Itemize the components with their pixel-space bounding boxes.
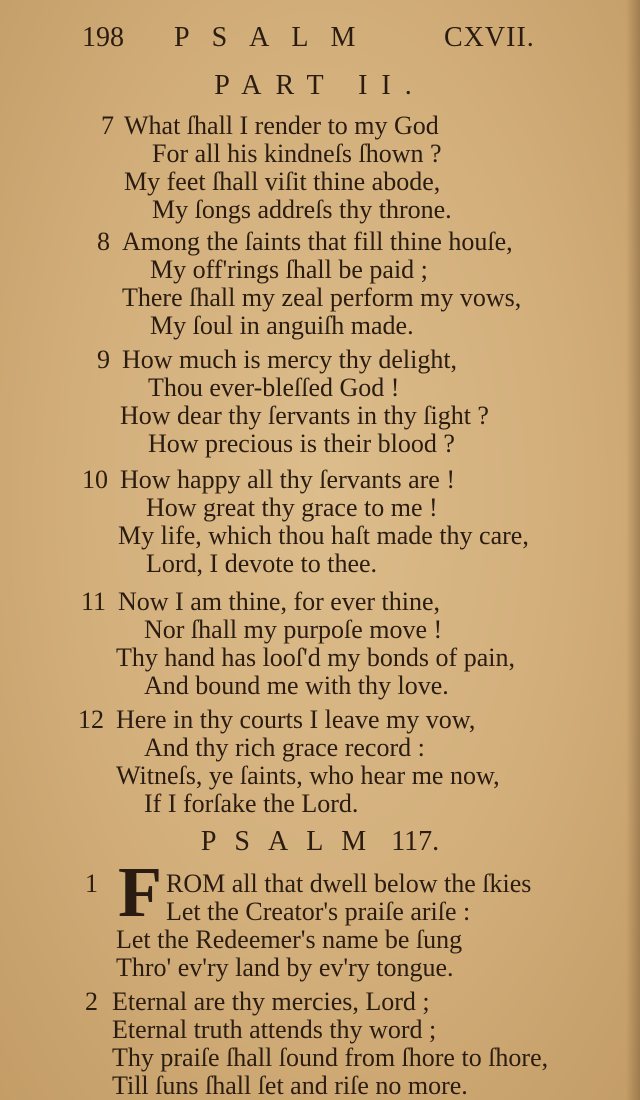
verse-line: And bound me with thy love. (144, 671, 449, 700)
psalm-title (0, 826, 640, 858)
verse-line: How great thy grace to me ! (146, 493, 438, 522)
verse-line: How much is mercy thy delight, (122, 345, 458, 374)
verse-line: Here in thy courts I leave my vow, (116, 705, 476, 734)
verse-line: How dear thy ſervants in thy ſight ? (120, 401, 489, 430)
verse-number: 11 (80, 587, 106, 616)
verse-line: My off'rings ſhall be paid ; (150, 255, 428, 284)
verse-line: Now I am thine, for ever thine, (118, 587, 441, 616)
verse-line: How happy all thy ſervants are ! (120, 465, 456, 494)
verse-number: 12 (78, 705, 104, 734)
verse-number: 7 (101, 111, 114, 140)
verse-number: 9 (97, 345, 110, 374)
verse-line: Thy praiſe ſhall ſound from ſhore to ſhore, (112, 1043, 549, 1072)
verse-line: There ſhall my zeal perform my vows, (122, 283, 522, 312)
verse-line: Eternal are thy mercies, Lord ; (112, 987, 430, 1016)
verse-line: What ſhall I render to my God (124, 111, 439, 140)
page-header (82, 20, 562, 60)
verse-number: 2 (85, 987, 98, 1016)
verse-line: My life, which thou haſt made thy care, (118, 521, 529, 550)
part-title: PART II. (214, 70, 426, 101)
verse-line: If I forſake the Lord. (144, 789, 359, 818)
verse-line: Witneſs, ye ſaints, who hear me now, (116, 761, 500, 790)
running-psalm-number: CXVII. (444, 22, 535, 53)
verse-line: My ſongs addreſs thy throne. (152, 195, 452, 224)
drop-cap-letter: F (118, 852, 162, 932)
verse-line: Let the Creator's praiſe ariſe : (166, 897, 471, 926)
verse-line: Nor ſhall my purpoſe move ! (144, 615, 443, 644)
verse-number: 1 (85, 869, 98, 898)
verse-number: 10 (82, 465, 108, 494)
verse-line: Let the Redeemer's name be ſung (116, 925, 463, 954)
verse-line: My feet ſhall viſit thine abode, (124, 167, 441, 196)
verse-line: Thro' ev'ry land by ev'ry tongue. (116, 953, 454, 982)
verse-line: Till ſuns ſhall ſet and riſe no more. (112, 1071, 468, 1100)
verse-line: Lord, I devote to thee. (146, 549, 378, 578)
verse-line: How precious is their blood ? (148, 429, 455, 458)
verse-line: Thy hand has looſ'd my bonds of pain, (116, 643, 515, 672)
running-title: PSALM (174, 22, 378, 53)
verse-line: Among the ſaints that fill thine houſe, (122, 227, 513, 256)
verse-line: And thy rich grace record : (144, 733, 425, 762)
page-number: 198 (82, 22, 124, 53)
verse-line: For all his kindneſs ſhown ? (152, 139, 442, 168)
verse-line: ROM all that dwell below the ſkies (166, 869, 532, 898)
psalm-title-word: PSALM (200, 826, 385, 857)
verse-line: Eternal truth attends thy word ; (112, 1015, 437, 1044)
verse-line: My ſoul in anguiſh made. (150, 311, 414, 340)
psalm-title-number: 117. (391, 826, 440, 857)
verse-number: 8 (97, 227, 110, 256)
verse-line: Thou ever-bleſſed God ! (148, 373, 400, 402)
